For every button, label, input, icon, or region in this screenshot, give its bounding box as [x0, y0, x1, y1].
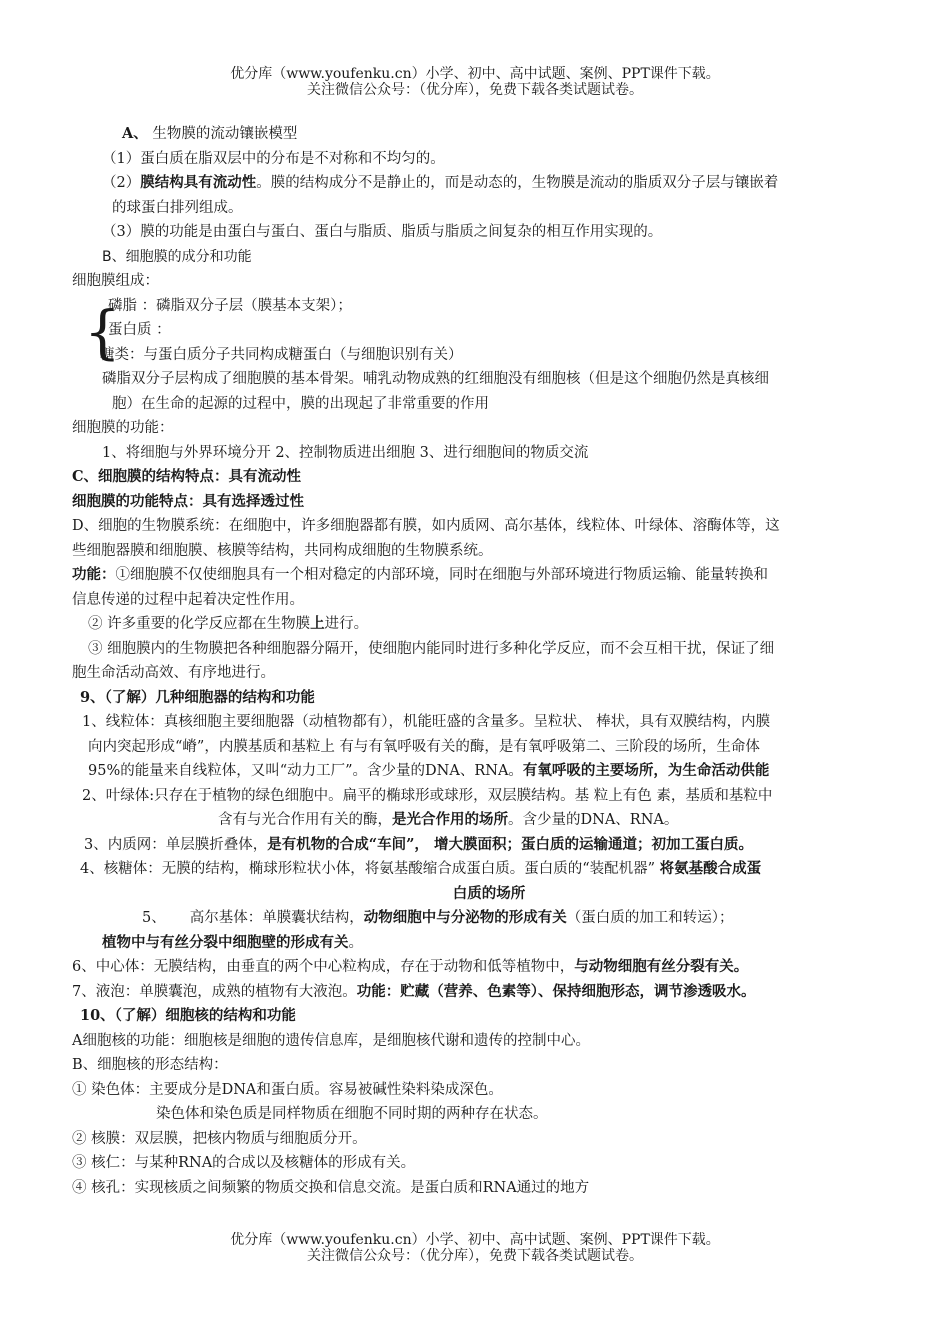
section-d-func-1-cont: 信息传递的过程中起着决定性作用。 — [72, 591, 304, 608]
mito-line-3: 95%的能量来自线粒体，又叫“动力工厂”。含少量的DNA、RNA。有氧呼吸的主要场所，为生命活动供能 — [88, 762, 770, 779]
golgi-line-1: 5、 高尔基体：单膜囊状结构，动物细胞中与分泌物的形成有关（蛋白质的加工和转运）； — [142, 909, 734, 926]
mito-line-2: 向内突起形成“嵴”，内膜基质和基粒上 有与有氧呼吸有关的酶，是有氧呼吸第二、三阶段的场所，生命体 — [88, 738, 760, 755]
nucleus-item-chromosome: ① 染色体：主要成分是DNA和蛋白质。容易被碱性染料染成深色。 — [72, 1081, 503, 1098]
structure-feature: C、细胞膜的结构特点：具有流动性 — [72, 468, 302, 485]
centro-line: 6、中心体：无膜结构，由垂直的两个中心粒构成，存在于动物和低等植物中，与动物细胞有丝分裂有关。 — [72, 958, 749, 975]
function-label: 细胞膜的功能： — [72, 420, 174, 436]
composition-item-protein: 蛋白质 ： — [108, 322, 171, 338]
section-b-title: B、细胞膜的成分和功能 — [102, 248, 252, 265]
section-d-func-3-cont: 胞生命活动高效、有序地进行。 — [72, 665, 275, 681]
composition-item-lipid: 磷脂 ：磷脂双分子层（膜基本支架）； — [108, 297, 352, 314]
ribo-line-2: 白质的场所 — [452, 884, 526, 902]
ribo-line-1: 4、核糖体：无膜的结构，椭球形粒状小体，将氨基酸缩合成蛋白质。蛋白质的“装配机器” 将氨基酸合成蛋 — [80, 860, 762, 877]
section-a-p2-cont: 的球蛋白排列组成。 — [112, 199, 243, 216]
section-a-p3: （3）膜的功能是由蛋白与蛋白、蛋白与脂质、脂质与脂质之间复杂的相互作用实现的。 — [102, 224, 663, 240]
header-line-1: 优分库（www.youfenku.cn）小学、初中、高中试题、案例、PPT课件下载。 — [230, 66, 720, 82]
header-line-2: 关注微信公众号：（优分库），免费下载各类试题试卷。 — [307, 82, 643, 98]
er-line: 3、内质网：单层膜折叠体，是有机物的合成“车间”， 增大膜面积；蛋白质的运输通道；初加工蛋白质。 — [84, 835, 753, 853]
nucleus-function: A细胞核的功能：细胞核是细胞的遗传信息库，是细胞核代谢和遗传的控制中心。 — [72, 1032, 590, 1049]
note-line-1: 磷脂双分子层构成了细胞膜的基本骨架。哺乳动物成熟的红细胞没有细胞核（但是这个细胞仍然是真核细 — [102, 371, 769, 387]
function-feature: 细胞膜的功能特点：具有选择透过性 — [72, 492, 304, 510]
nucleus-item-pore: ④ 核孔：实现核质之间频繁的物质交换和信息交流。是蛋白质和RNA通过的地方 — [72, 1179, 590, 1196]
footer-line-1: 优分库（www.youfenku.cn）小学、初中、高中试题、案例、PPT课件下载。 — [230, 1232, 720, 1248]
section-d-func-2: ② 许多重要的化学反应都在生物膜上进行。 — [88, 615, 369, 632]
section-a-p2: （2）膜结构具有流动性。膜的结构成分不是静止的，而是动态的，生物膜是流动的脂质双分子层与镶嵌着 — [102, 174, 779, 191]
chloro-line-1: 2、叶绿体:只存在于植物的绿色细胞中。扁平的椭球形或球形，双层膜结构。基 粒上有色 素，基质和基粒中 — [82, 787, 773, 804]
brace-symbol: { — [84, 298, 121, 366]
nucleus-structure-label: B、细胞核的形态结构： — [72, 1057, 228, 1073]
section-d-line-1: D、细胞的生物膜系统：在细胞中，许多细胞器都有膜，如内质网、高尔基体，线粒体、叶绿体、溶酶体等，这 — [72, 518, 780, 534]
section-a-title: A、 生物膜的流动镶嵌模型 — [122, 125, 298, 142]
mito-line-1: 1、线粒体：真核细胞主要细胞器（动植物都有），机能旺盛的含量多。呈粒状、 棒状，具有双膜结构，内膜 — [82, 714, 771, 730]
footer-line-2: 关注微信公众号：（优分库），免费下载各类试题试卷。 — [307, 1248, 643, 1264]
section-a-p1: （1）蛋白质在脂双层中的分布是不对称和不均匀的。 — [102, 150, 445, 167]
section-d-func-1: 功能：①细胞膜不仅使细胞具有一个相对稳定的内部环境，同时在细胞与外部环境进行物质运输、能量转换和 — [72, 566, 768, 583]
section-d-func-3: ③ 细胞膜内的生物膜把各种细胞器分隔开，使细胞内能同时进行多种化学反应，而不会互相干扰，保证了细 — [88, 640, 775, 657]
golgi-line-2: 植物中与有丝分裂中细胞壁的形成有关。 — [102, 933, 363, 951]
page-header — [0, 66, 950, 98]
section-d-line-2: 些细胞器膜和细胞膜、核膜等结构，共同构成细胞的生物膜系统。 — [72, 542, 493, 559]
nucleus-item-membrane: ② 核膜：双层膜，把核内物质与细胞质分开。 — [72, 1130, 367, 1147]
nucleus-item-nucleolus: ③ 核仁：与某种RNA的合成以及核糖体的形成有关。 — [72, 1155, 416, 1171]
note-line-2: 胞）在生命的起源的过程中，膜的出现起了非常重要的作用 — [112, 395, 489, 412]
document-body — [72, 122, 892, 1200]
composition-label: 细胞膜组成： — [72, 273, 159, 289]
section-9-title: 9、（了解）几种细胞器的结构和功能 — [80, 688, 315, 706]
vacuole-line: 7、液泡：单膜囊泡，成熟的植物有大液泡。功能：贮藏（营养、色素等）、保持细胞形态，调节渗透吸水。 — [72, 982, 756, 1000]
page-footer — [0, 1232, 950, 1264]
chloro-line-2: 含有与光合作用有关的酶，是光合作用的场所。含少量的DNA、RNA。 — [218, 811, 679, 828]
function-list: 1、将细胞与外界环境分开 2、控制物质进出细胞 3、进行细胞间的物质交流 — [102, 444, 589, 461]
nucleus-item-chromosome-note: 染色体和染色质是同样物质在细胞不同时期的两种存在状态。 — [156, 1106, 548, 1122]
composition-item-sugar: 糖类：与蛋白质分子共同构成糖蛋白（与细胞识别有关） — [100, 346, 463, 363]
section-10-title: 10、（了解）细胞核的结构和功能 — [80, 1007, 296, 1024]
